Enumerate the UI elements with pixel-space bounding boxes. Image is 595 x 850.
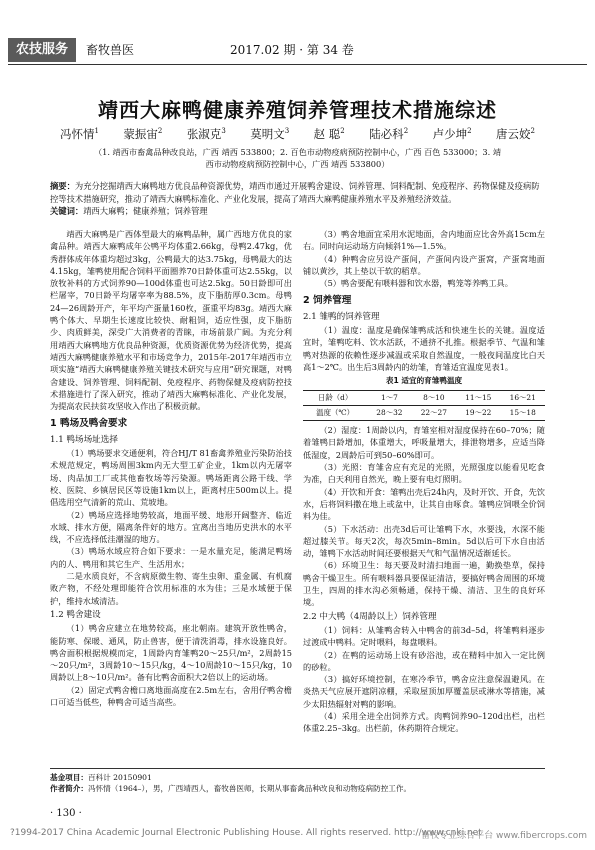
- paragraph: （1）鸭舍应建立在地势较高，座北朝南。建筑开放性鸭舍，能防寒、保暖、通风，防止兽害，便于清洗消毒，排水设施良好。鸭舍面积根据规模而定，1周龄内育雏鸭20～25只/m²，2周龄15～20只/m²，3周龄10～15只/kg，4～10周龄10～15只/kg，10周龄以上8～10只/m²。备有比鸭舍面积大2倍以上的运动场。: [50, 623, 292, 683]
- table-row: [303, 405, 545, 420]
- paragraph: （1）温度：温度是确保雏鸭成活和快速生长的关键。温度适宜时，雏鸭吃料、饮水活跃，不通挤不扎推。根据季节、气温和雏鸭对热源的依赖性逐步减温或采取自然温度，一般夜间温度比白天高1～2℃。出生后3周龄内的幼雏，育雏适宜温度见表1。: [303, 325, 545, 372]
- table-cell: 温度（℃）: [303, 405, 367, 420]
- table-cell: 16～21: [501, 390, 546, 405]
- table-cell: 28～32: [367, 405, 411, 420]
- subsection-heading: 1.2 鸭舍建设: [50, 609, 101, 620]
- author: 蒙振宙$^2$: [123, 127, 163, 141]
- abstract: [50, 180, 545, 218]
- paragraph: （3）鸭场水域应符合如下要求：一是水量充足，能满足鸭场内的人、鸭用和其它生产、生活用水；: [50, 546, 292, 569]
- paragraph: （6）环境卫生：每天要及时清扫地面一遍，勤换垫草，保持鸭舍干燥卫生。所有喂料器具要保证清洁，要搞好鸭舍周围的环境卫生，四周的排水沟必须畅通，保持干燥、清洁、卫生的良好环境。: [303, 560, 545, 608]
- intro-paragraph: 靖西大麻鸭是广西体型最大的麻鸭品种，属广西地方优良的家禽品种。靖西大麻鸭成年公鸭平均体重2.66kg，母鸭2.47kg，优秀群体成年体重均超过3kg，公鸭最大的达3.75kg，母鸭最大的达4.15kg，雏鸭使用配合饲料平面圈养70日龄体重可达2.55kg，以放牧补料的方式饲养90—100d体重也可达2.5kg。50日龄即可出栏屠宰，70日龄平均屠宰率为88.5%，皮下脂肪厚0.3cm。母鸭24—26周龄开产，年平均产蛋量160枚，蛋重平均83g。靖西大麻鸭个体大、早期生长速度比较快、耐粗饲，适应性强，皮下脂肪少、肉质鲜美，深受广大消费者的青睐，市场前景广阔。为充分利用靖西大麻鸭地方优良品种资源，优质资源优势为经济优势，提高靖西大麻鸭健康养殖水平和市场竞争力，2015年-2017年靖西市立项实施“靖西大麻鸭健康养殖关键技术研究与应用”研究课题，对鸭舍建设、饲养管理、饲料配制、免疫程序、药物保健及疫病防控技术措施进行了深入研究，推动了靖西大麻鸭标准化、产业化发展，为提高农民扶贫攻坚收入作出了积极贡献。: [50, 229, 292, 412]
- keywords-label: 关键词：: [50, 206, 84, 216]
- copyright-line: ?1994-2017 China Academic Journal Electronic Publishing House. All rights reserved. http://www.cnki.net: [10, 828, 482, 838]
- author: 陆必科$^2$: [369, 127, 409, 141]
- section-heading: 1 鸭场及鸭舍要求: [50, 418, 128, 430]
- temperature-table: [303, 375, 545, 421]
- author-bio-label: 作者简介：: [50, 784, 88, 793]
- table-row: [303, 390, 545, 405]
- left-column: [50, 228, 292, 708]
- abstract-label: 摘要：: [50, 181, 75, 191]
- issue-info: 2017.02 期 · 第 34 卷: [230, 43, 354, 57]
- table-caption: 表1 适宜的育雏鸭温度: [385, 376, 463, 386]
- paragraph: （4）开饮和开食：雏鸭出壳后24h内，及时开饮、开食，先饮水，后将饲料撒在地上或盆中，让其自由啄食。雏鸭应饲喂全价饲料为佳。: [303, 486, 545, 522]
- journal-name: 畜牧兽医: [86, 43, 135, 57]
- subsection-heading: 2.1 雏鸭的饲养管理: [303, 311, 380, 322]
- author: 赵 聪$^2$: [313, 127, 345, 141]
- author: 张淑克$^3$: [186, 127, 226, 141]
- footnotes: [50, 768, 545, 794]
- paragraph: （2）鸭场应选择地势较高，地面平缓、地形开阔整齐、临近水域、排水方便，隔离条件好的地方。宜离出当地历史洪水的水平线，不应选择低洼潮湿的地方。: [50, 509, 292, 545]
- paragraph: 二是水质良好，不含病原微生物、寄生虫卵、重金属、有机腐败产物，不经处理即能符合饮用标准的水为佳；三是水域便于保护，维持水域清洁。: [50, 571, 292, 606]
- table-cell: 日龄（d）: [303, 390, 367, 405]
- paragraph: （5）下水活动：出壳3d后可让雏鸭下水，水要浅，水深不能超过膝关节。每天2次，每次5min–8min。5d以后可下水自由活动，雏鸭下水活动时间还要根据天气和气温情况适渐延长。: [303, 523, 545, 559]
- section-tag: 农技服务: [8, 38, 76, 62]
- table-cell: 11～15: [456, 390, 500, 405]
- paragraph: （3）鸭舍地面宜采用水泥地面，舍内地面应比舍外高15cm左右。同时向运动场方向倾斜1%—1.5%。: [303, 229, 545, 252]
- paragraph: （1）饲料：从雏鸭舍转入中鸭舍的前3d–5d，将雏鸭料逐步过渡成中鸭料。定时喂料，每盘喂料。: [303, 624, 545, 648]
- paragraph: （1）鸭场要求交通便利，符合HJ/T 81畜禽养殖业污染防治技术规范规定，鸭场周围3km内无大型工矿企业，1km以内无屠宰场、肉品加工厂或其他畜牧场等污染源。鸭场距离公路干线、学校、医院、乡镇居民区等设施1km以上，距离村庄500m以上。提倡选用空气清新的荒山、荒坡地。: [50, 448, 292, 508]
- author: 冯怀情$^1$: [60, 127, 99, 141]
- table-cell: 8～10: [412, 390, 456, 405]
- paragraph: （2）固定式鸭舍檐口离地面高度在2.5m左右，舍用仔鸭舍檐口可适当低些，种鸭舍可适当高些。: [50, 684, 292, 707]
- author: 唐云姣$^2$: [496, 127, 535, 141]
- subsection-heading: 1.1 鸭场场址选择: [50, 434, 118, 445]
- paragraph: （2）在鸭的运动场上设有砂浴池，或在精料中加入一定比例的砂粒。: [303, 649, 545, 672]
- keywords-text: 靖西大麻鸭；健康养殖；饲养管理: [83, 206, 208, 216]
- header-rule: [8, 64, 587, 65]
- subsection-heading: 2.2 中大鸭（4周龄以上）饲养管理: [303, 611, 437, 622]
- paragraph: （3）光照：育雏舍应有充足的光照，光照强度以能看见吃食为准，白天利用自然光，晚上要有电灯照明。: [303, 462, 545, 485]
- table-cell: 1～7: [367, 390, 411, 405]
- paragraph: （2）湿度：1周龄以内，育雏室相对湿度保持在60–70%；随着雏鸭日龄增加，体重增大，呼吸量增大，排泄物增多，应适当降低湿度，2周龄后可到50–60%即可。: [303, 425, 545, 460]
- paragraph: （4）采用全进全出饲养方式。肉鸭饲养90–120d出栏，出栏体重2.25–3kg。出栏前，休药期符合规定。: [303, 710, 545, 734]
- section-heading: 2 饲养管理: [303, 295, 352, 307]
- paragraph: （3）搞好环境控制，在寒冷季节，鸭舍应注意保温避风。在炎热天气应展开遮阴凉棚，采取屋顶加厚覆盖层或淋水等措施，减少太阳热辐射对鸭的影响。: [303, 674, 545, 709]
- right-column: [303, 228, 545, 735]
- author: 卢少坤$^2$: [432, 127, 472, 141]
- author-list: [60, 126, 535, 142]
- table-cell: 15～18: [501, 405, 546, 420]
- fund-label: 基金项目：: [50, 773, 88, 782]
- paragraph: （5）鸭舍要配有喂料器和饮水器，鸭笼等养鸭工具。: [319, 278, 513, 289]
- abstract-text: 为充分挖掘靖西大麻鸭地方优良品种资源优势，靖西市通过开展鸭舍建设、饲养管理、饲料配制、免疫程序、药物保健及疫病防控等技术措施研究，推动了靖西大麻鸭标准化、产业化发展，提高了靖西大麻鸭健康养殖水平及养殖经济效益。: [50, 181, 540, 204]
- affiliation: （1. 靖西市畜禽品种改良站，广西 靖西 533800；2. 百色市动物疫病预防控制中心，广西 百色 533000；3. 靖西市动物疫病预防控制中心，广西 靖西 533800）: [93, 147, 502, 169]
- author: 莫明文$^3$: [250, 127, 290, 141]
- page-number: · 130 ·: [50, 808, 82, 819]
- table-cell: 19～22: [456, 405, 500, 420]
- table-cell: 22～27: [412, 405, 456, 420]
- paragraph: （4）种鸭舍应另设产蛋间，产蛋间内设产蛋窝，产蛋窝地面铺以黄沙，其上垫以干软的稻草。: [303, 253, 545, 276]
- article-title: 靖西大麻鸭健康养殖饲养管理技术措施综述: [98, 98, 497, 122]
- author-bio-text: 冯怀情（1964–），男，广西靖西人，畜牧兽医师，长期从事畜禽品种改良和动物疫病防控工作。: [87, 784, 412, 793]
- page-header: [0, 38, 595, 62]
- watermark: 畜牧专业综合平台 www.fibercrops.com: [421, 831, 587, 841]
- fund-text: 百科计 20150901: [87, 773, 152, 782]
